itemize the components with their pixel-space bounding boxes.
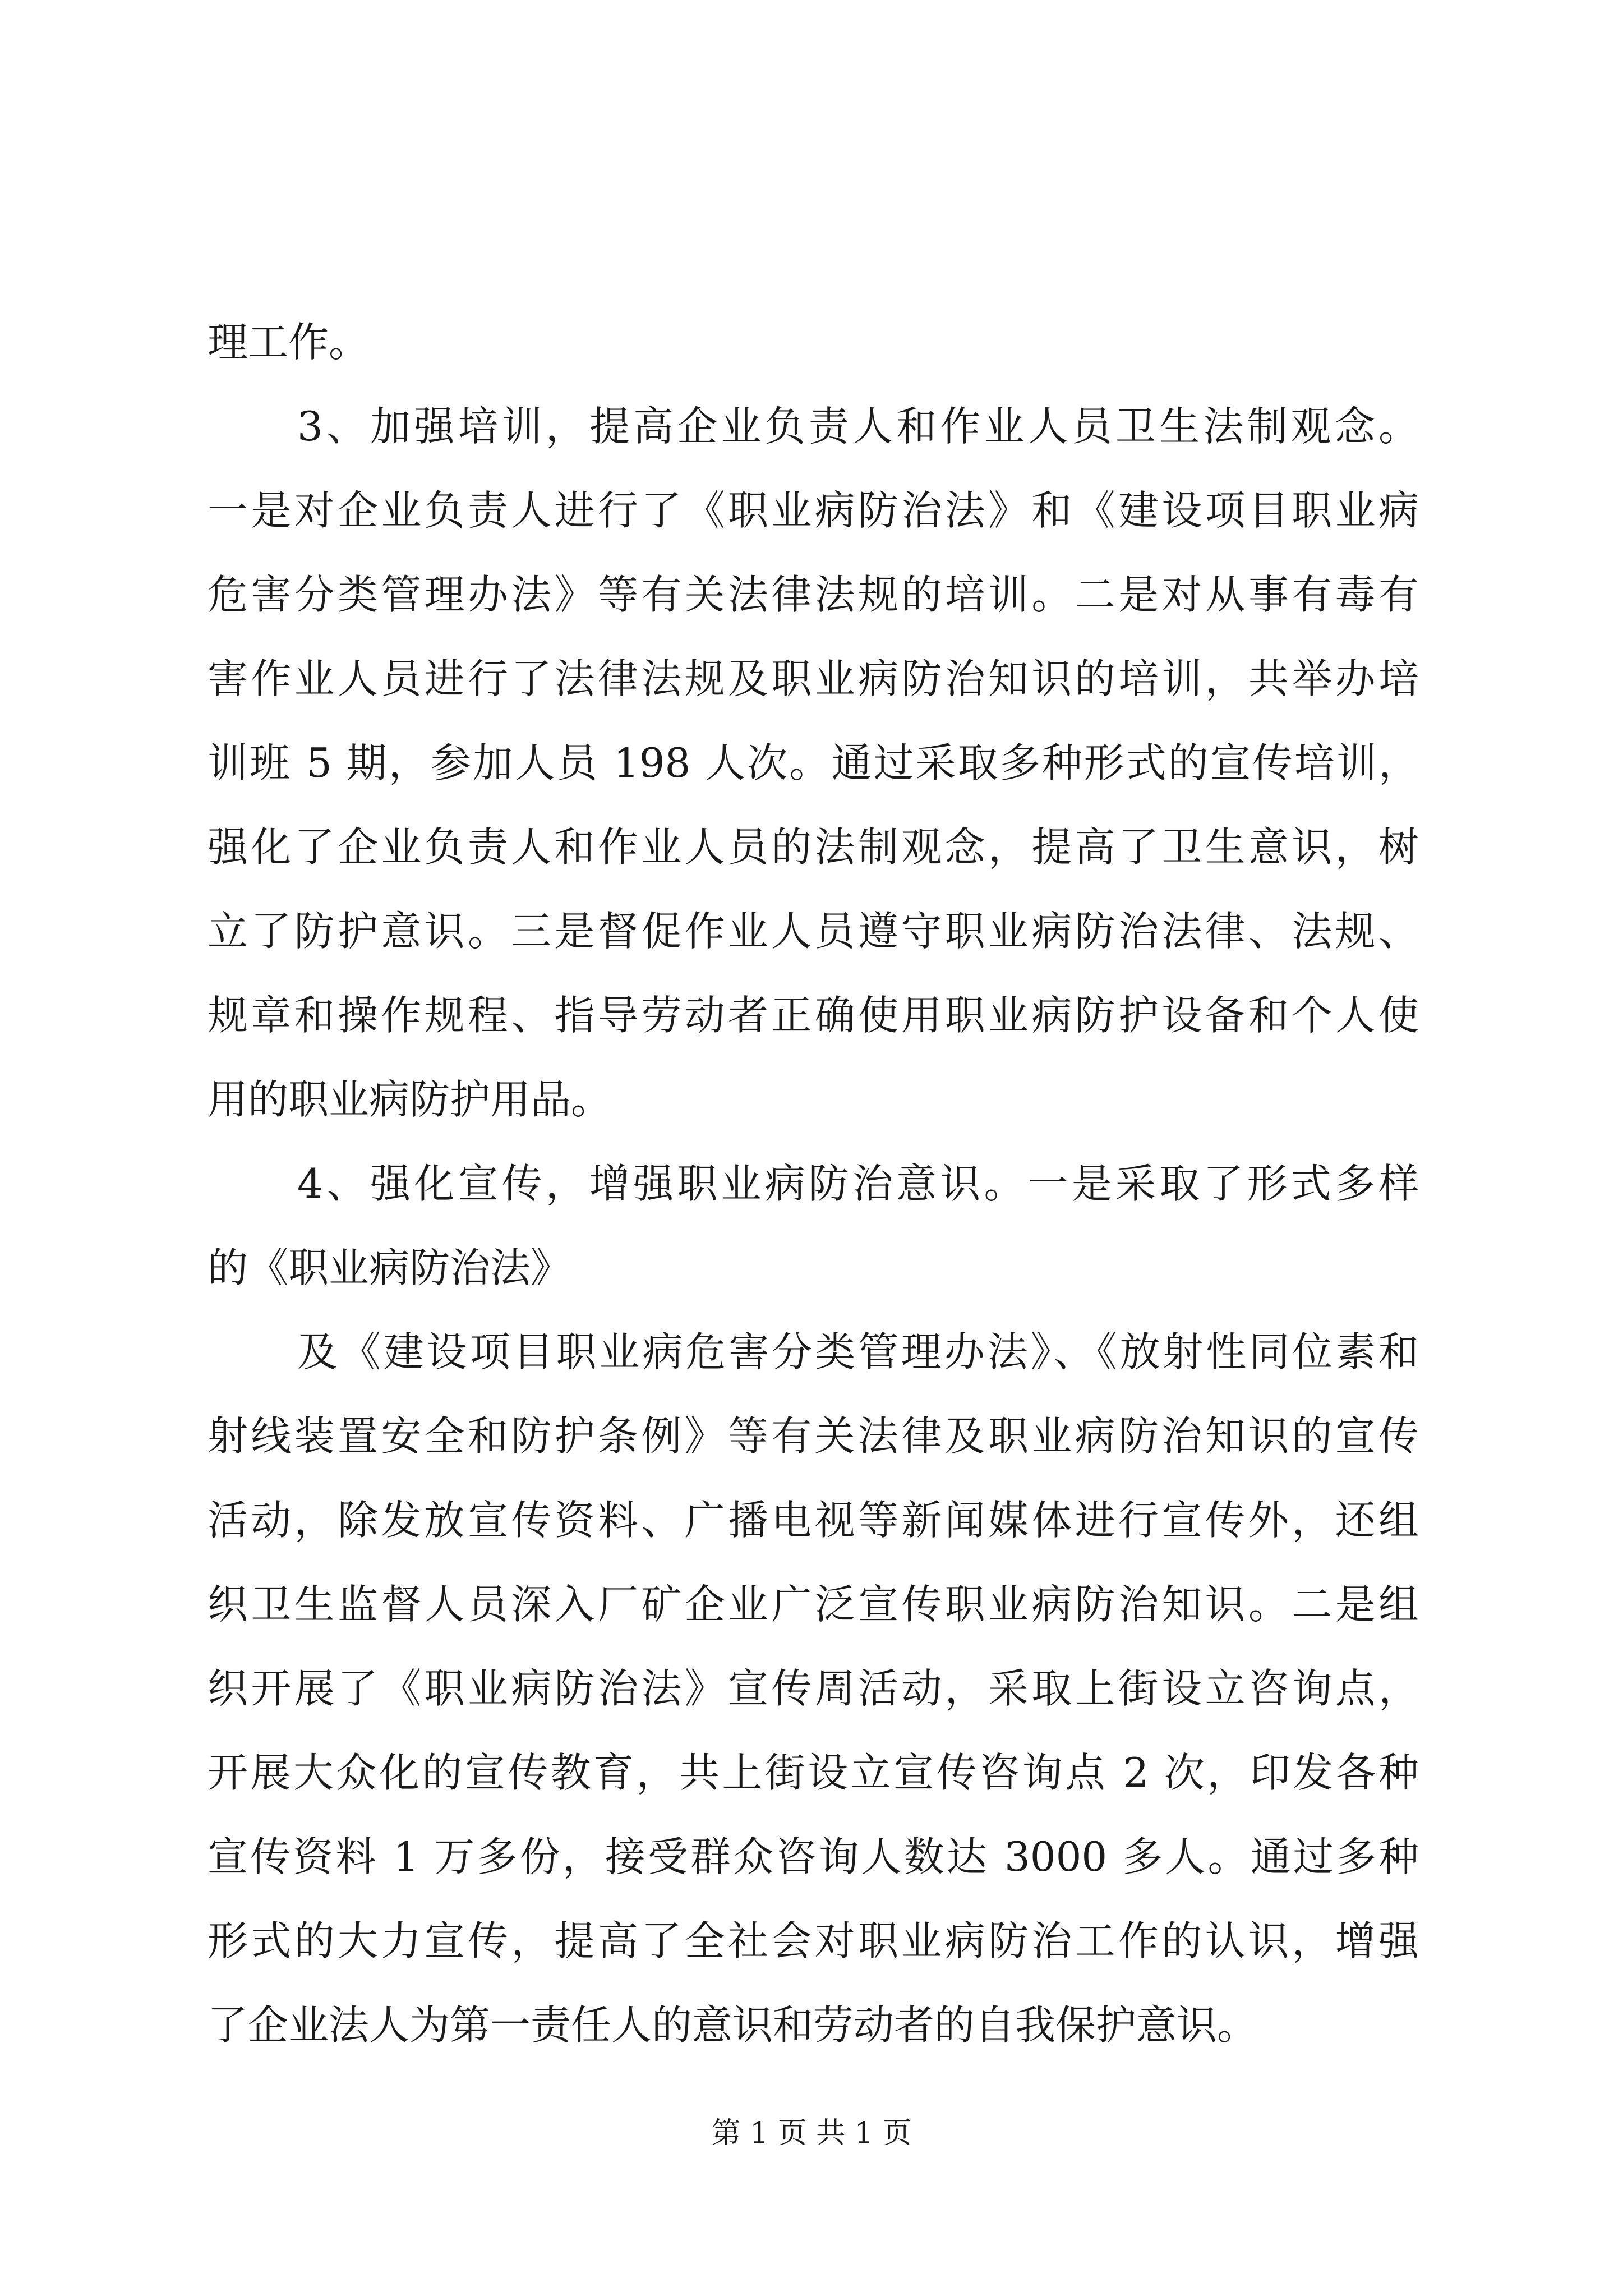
text-line: 宣传资料 1 万多份，接受群众咨询人数达 3000 多人。通过多种 (208, 1833, 1419, 1880)
text-line: 危害分类管理办法》等有关法律法规的培训。二是对从事有毒有 (208, 571, 1419, 618)
text-line: 的《职业病防治法》 (208, 1244, 571, 1291)
paragraph-start-line: 3、加强培训，提高企业负责人和作业人员卫生法制观念。 (297, 403, 1419, 450)
paragraph-start-line: 及《建设项目职业病危害分类管理办法》、《放射性同位素和 (297, 1328, 1419, 1375)
text-line: 织开展了《职业病防治法》宣传周活动，采取上街设立咨询点， (208, 1665, 1419, 1712)
text-line: 理工作。 (208, 319, 370, 366)
text-line: 强化了企业负责人和作业人员的法制观念，提高了卫生意识，树 (208, 823, 1419, 871)
paragraph-start-line: 4、强化宣传，增强职业病防治意识。一是采取了形式多样 (297, 1160, 1419, 1207)
text-line: 一是对企业负责人进行了《职业病防治法》和《建设项目职业病 (208, 487, 1419, 534)
text-line: 织卫生监督人员深入厂矿企业广泛宣传职业病防治知识。二是组 (208, 1581, 1419, 1628)
text-line: 害作业人员进行了法律法规及职业病防治知识的培训，共举办培 (208, 655, 1419, 702)
text-line: 立了防护意识。三是督促作业人员遵守职业病防治法律、法规、 (208, 908, 1419, 955)
text-line: 用的职业病防护用品。 (208, 1076, 612, 1123)
text-line: 活动，除发放宣传资料、广播电视等新闻媒体进行宣传外，还组 (208, 1497, 1419, 1544)
text-line: 开展大众化的宣传教育，共上街设立宣传咨询点 2 次，印发各种 (208, 1749, 1419, 1796)
text-line: 训班 5 期，参加人员 198 人次。通过采取多种形式的宣传培训， (208, 739, 1419, 786)
text-line: 形式的大力宣传，提高了全社会对职业病防治工作的认识，增强 (208, 1917, 1419, 1964)
text-line: 射线装置安全和防护条例》等有关法律及职业病防治知识的宣传 (208, 1412, 1419, 1460)
text-line: 规章和操作规程、指导劳动者正确使用职业病防护设备和个人使 (208, 992, 1419, 1039)
text-line: 了企业法人为第一责任人的意识和劳动者的自我保护意识。 (208, 2001, 1258, 2049)
document-body (208, 300, 1419, 2067)
page-footer: 第 1 页 共 1 页 (711, 2116, 912, 2150)
